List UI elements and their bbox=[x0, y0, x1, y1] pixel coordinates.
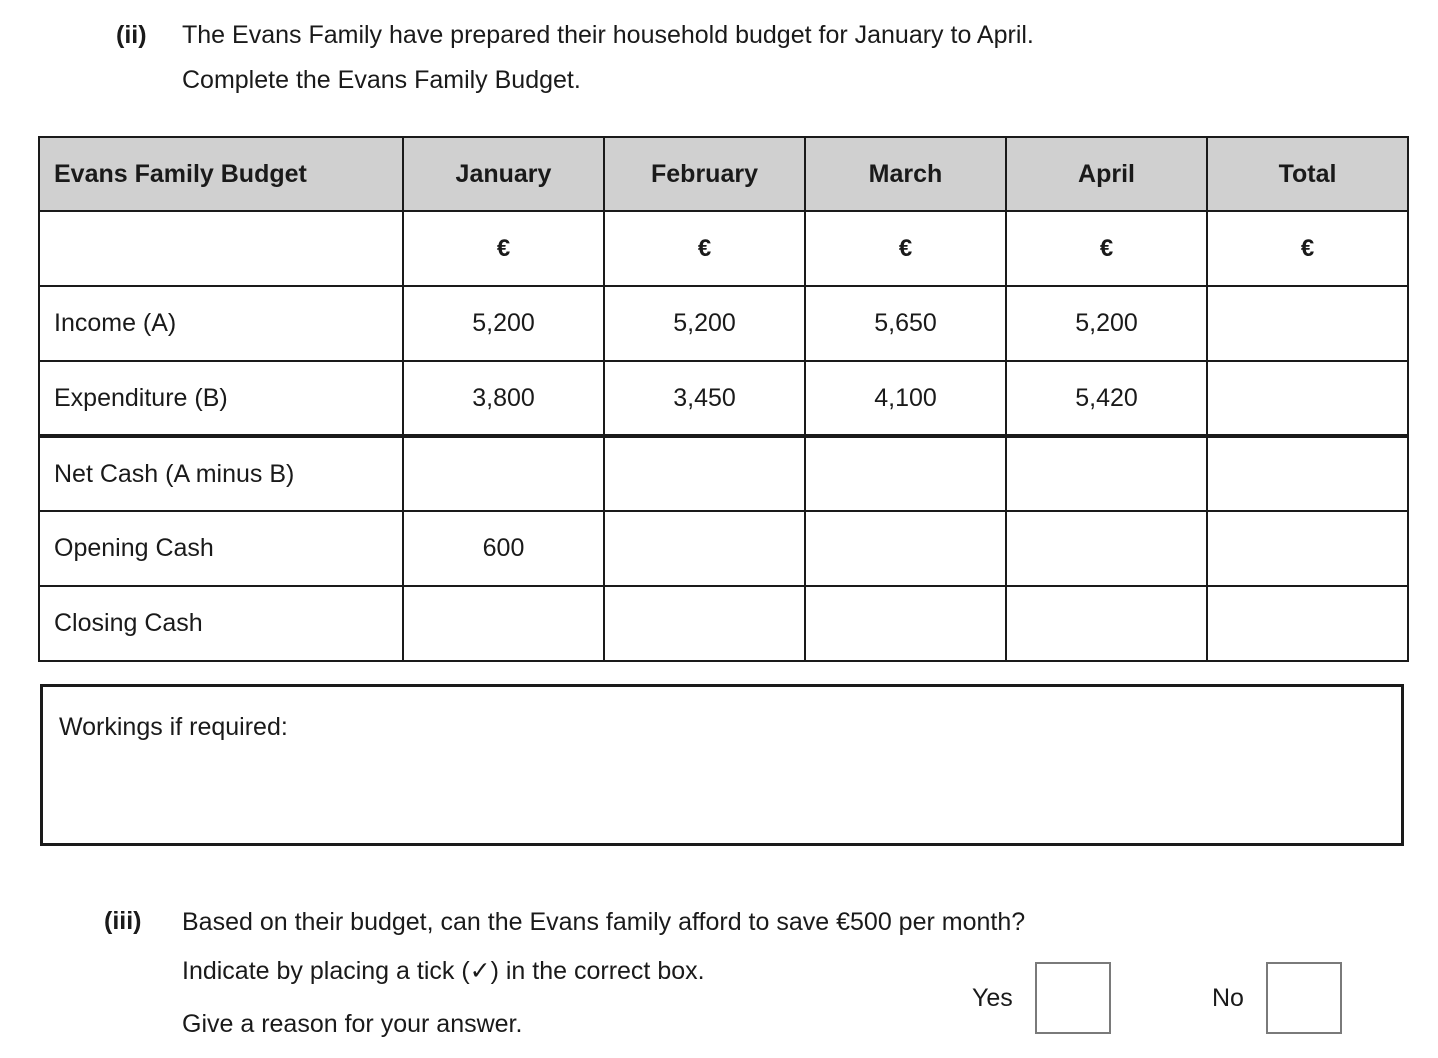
checkbox-no[interactable] bbox=[1266, 962, 1342, 1034]
cell-expenditure-january[interactable]: 3,800 bbox=[403, 361, 604, 436]
cell-net-cash-april[interactable] bbox=[1006, 436, 1207, 511]
cell-net-cash-march[interactable] bbox=[805, 436, 1006, 511]
header-cell-february: February bbox=[604, 137, 805, 211]
cell-income-january[interactable]: 5,200 bbox=[403, 286, 604, 361]
question-iii-marker: (iii) bbox=[104, 907, 142, 935]
choice-yes-label: Yes bbox=[972, 983, 1013, 1012]
currency-symbol-march: € bbox=[805, 211, 1006, 286]
question-ii-line-2: Complete the Evans Family Budget. bbox=[182, 66, 581, 94]
choice-yes-group bbox=[972, 962, 1111, 1034]
header-cell-january: January bbox=[403, 137, 604, 211]
table-row-expenditure bbox=[39, 361, 1408, 436]
cell-closing-cash-march[interactable] bbox=[805, 586, 1006, 661]
question-ii-text bbox=[182, 14, 1406, 105]
currency-symbol-january: € bbox=[403, 211, 604, 286]
cell-opening-cash-total[interactable] bbox=[1207, 511, 1408, 586]
row-label-net-cash: Net Cash (A minus B) bbox=[39, 436, 403, 511]
row-label-income: Income (A) bbox=[39, 286, 403, 361]
cell-net-cash-january[interactable] bbox=[403, 436, 604, 511]
row-label-opening-cash: Opening Cash bbox=[39, 511, 403, 586]
currency-row-label bbox=[39, 211, 403, 286]
cell-net-cash-total[interactable] bbox=[1207, 436, 1408, 511]
cell-opening-cash-february[interactable] bbox=[604, 511, 805, 586]
currency-symbol-april: € bbox=[1006, 211, 1207, 286]
row-label-expenditure: Expenditure (B) bbox=[39, 361, 403, 436]
question-ii-marker: (ii) bbox=[116, 21, 147, 49]
workings-label: Workings if required: bbox=[59, 713, 288, 741]
table-row-opening-cash bbox=[39, 511, 1408, 586]
header-cell-total: Total bbox=[1207, 137, 1408, 211]
question-iii-line-1: Based on their budget, can the Evans family afford to save €500 per month? bbox=[182, 908, 1026, 936]
table-row-closing-cash bbox=[39, 586, 1408, 661]
workings-box[interactable] bbox=[40, 684, 1404, 846]
cell-expenditure-march[interactable]: 4,100 bbox=[805, 361, 1006, 436]
cell-expenditure-total[interactable] bbox=[1207, 361, 1408, 436]
question-iii-line-3: Give a reason for your answer. bbox=[182, 1010, 523, 1038]
evans-family-budget-table bbox=[38, 136, 1409, 662]
cell-income-february[interactable]: 5,200 bbox=[604, 286, 805, 361]
choice-no-label: No bbox=[1212, 983, 1244, 1012]
cell-closing-cash-february[interactable] bbox=[604, 586, 805, 661]
checkbox-yes[interactable] bbox=[1035, 962, 1111, 1034]
choice-no-group bbox=[1212, 962, 1342, 1034]
cell-net-cash-february[interactable] bbox=[604, 436, 805, 511]
header-cell-budget-title: Evans Family Budget bbox=[39, 137, 403, 211]
table-row-income bbox=[39, 286, 1408, 361]
cell-income-total[interactable] bbox=[1207, 286, 1408, 361]
currency-symbol-total: € bbox=[1207, 211, 1408, 286]
cell-income-march[interactable]: 5,650 bbox=[805, 286, 1006, 361]
cell-closing-cash-april[interactable] bbox=[1006, 586, 1207, 661]
cell-opening-cash-april[interactable] bbox=[1006, 511, 1207, 586]
header-cell-march: March bbox=[805, 137, 1006, 211]
currency-symbol-february: € bbox=[604, 211, 805, 286]
cell-opening-cash-january[interactable]: 600 bbox=[403, 511, 604, 586]
question-iii-line-2: Indicate by placing a tick (✓) in the correct box. bbox=[182, 957, 705, 985]
table-row-net-cash bbox=[39, 436, 1408, 511]
cell-closing-cash-january[interactable] bbox=[403, 586, 604, 661]
cell-income-april[interactable]: 5,200 bbox=[1006, 286, 1207, 361]
row-label-closing-cash: Closing Cash bbox=[39, 586, 403, 661]
question-ii-block bbox=[116, 14, 1406, 105]
cell-closing-cash-total[interactable] bbox=[1207, 586, 1408, 661]
cell-opening-cash-march[interactable] bbox=[805, 511, 1006, 586]
table-header-row bbox=[39, 137, 1408, 211]
cell-expenditure-april[interactable]: 5,420 bbox=[1006, 361, 1207, 436]
table-row-currency bbox=[39, 211, 1408, 286]
cell-expenditure-february[interactable]: 3,450 bbox=[604, 361, 805, 436]
header-cell-april: April bbox=[1006, 137, 1207, 211]
question-ii-line-1: The Evans Family have prepared their household budget for January to April. bbox=[182, 21, 1034, 49]
